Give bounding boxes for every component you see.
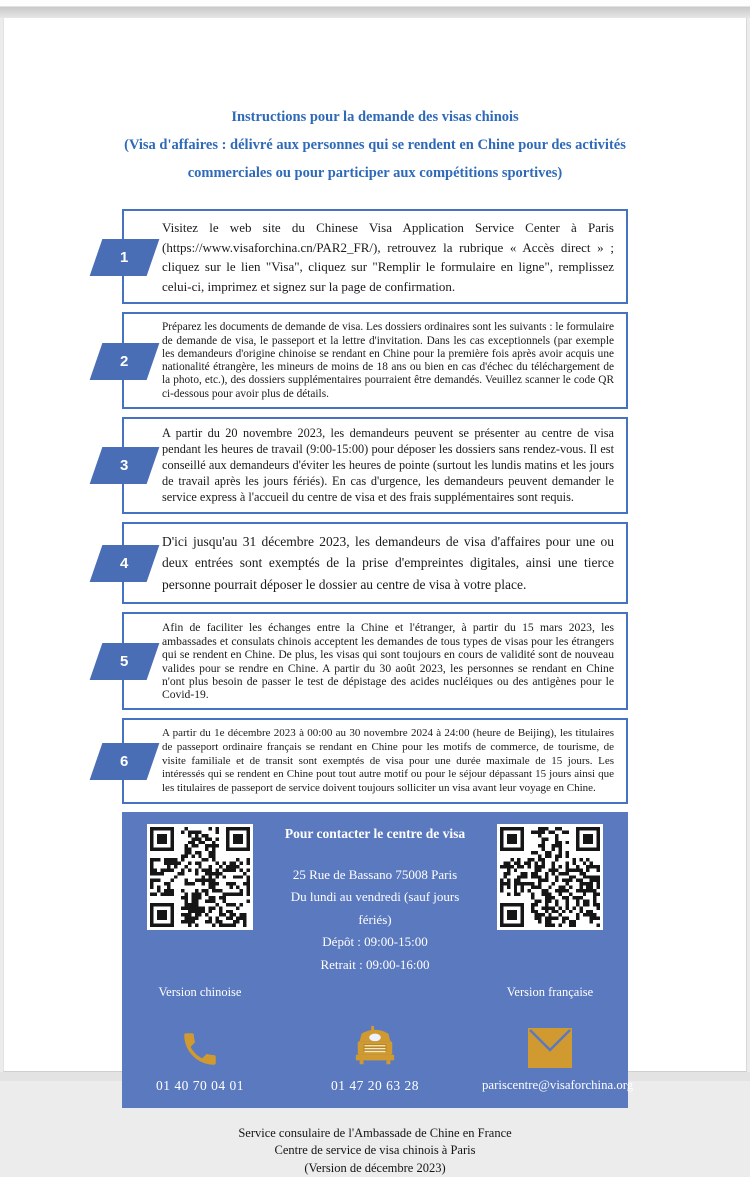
email-address: pariscentre@visaforchina.org [482,1077,634,1092]
step-5 [122,612,628,710]
step-2-text: Préparez les documents de demande de visa. Les dossiers ordinaires sont les suivants : le formulaire de demande de visa, le passeport et la lettre d'invitation. Dans les cas exceptionnels (par exemple les demandeurs d'origine chinoise se rendant en Chine pour la première fois après avoir acquis une nationalité étrangère, les mineurs de moins de 18 ans ou bien en cas d'échec du téléchargement de la photo, etc.), des dossiers supplémentaires pourraient être demandés. Veuillez scanner le code QR ci-dessous pour avoir plus de détails. [122,312,628,408]
step-2-number: 2 [120,352,129,370]
page-title [75,104,675,187]
phone-icon [132,1020,268,1070]
contact-heading: Pour contacter le centre de visa [284,826,466,842]
qr-right-label: Version française [506,984,594,999]
footer-line-2: Centre de service de visa chinois à Paris [274,1143,476,1158]
qr-right-block [482,824,618,976]
step-1 [122,209,628,304]
document-page [3,18,747,1175]
step-4-text: D'ici jusqu'au 31 décembre 2023, les demandeurs de visa d'affaires pour une ou deux entrées sont exemptés de la prise d'empreintes digitales, ainsi une tierce personne pourrait déposer le dossier au centre de visa à votre place. [122,522,628,605]
title-line-1: Instructions pour la demande des visas chinois [231,109,519,125]
contact-depot-hours: Dépôt : 09:00-15:00 [322,934,428,950]
viewer-top-edge [0,0,750,7]
title-line-3: commerciales ou pour participer aux compétitions sportives) [187,164,563,181]
step-6 [122,718,628,804]
step-4 [122,522,628,605]
footer-line-1: Service consulaire de l'Ambassade de Chine en France [238,1125,512,1140]
page-separator-bar [0,7,750,18]
contact-info [274,824,476,976]
contact-values-row [132,1077,634,1094]
phone-number: 01 40 70 04 01 [156,1077,244,1093]
step-3-text: A partir du 20 novembre 2023, les demandeurs peuvent se présenter au centre de visa pendant les heures de travail (9:00-15:00) pour déposer les dossiers sans rendez-vous. Il est conseillé aux demandeurs d'éviter les heures de pointe (surtout les lundis matins et les jours de travail après les jours fériés). En cas d'urgence, les demandeurs peuvent demander le service express à l'accueil du centre de visa et des frais supplémentaires sont requis. [122,417,628,514]
qr-left-label: Version chinoise [158,984,242,999]
fax-number: 01 47 20 63 28 [331,1077,419,1093]
contact-panel [122,812,634,1108]
step-5-text: Afin de faciliter les échanges entre la Chine et l'étranger, à partir du 15 mars 2023, les ambassades et consulats chinois acceptent les demandes de tous types de visas pour les étrangers qui se rendent en Chine. De plus, les visas qui sont toujours en cours de validité sont de nouveau valides pour se rendre en Chine. A partir du 30 août 2023, les personnes se rendant en Chine n'ont plus besoin de passer le test de dépistage des acides nucléiques ou des antigènes pour le Covid-19. [122,612,628,710]
step-3-number: 3 [120,457,129,475]
contact-days: Du lundi au vendredi (sauf jours fériés) [290,889,460,927]
step-4-number: 4 [120,554,129,572]
footer-line-3: (Version de décembre 2023) [304,1160,446,1175]
step-1-text: Visitez le web site du Chinese Visa Application Service Center à Paris (https://www.visaforchina.cn/PAR2_FR/), retrouvez la rubrique « Accès direct » ; cliquez sur le lien "Visa", cliquez sur "Remplir le formulaire en ligne", remplissez celui-ci, imprimez et signez sur la page de confirmation. [122,209,628,304]
step-6-number: 6 [120,752,129,770]
step-5-number: 5 [120,653,129,671]
step-2 [122,312,628,408]
contact-address: 25 Rue de Bassano 75008 Paris [292,867,458,883]
qr-labels-row [132,976,618,1000]
envelope-icon [482,1020,618,1070]
step-3 [122,417,628,514]
contact-top-row [132,824,618,976]
qr-code-chinese [147,824,253,930]
qr-left-block [132,824,268,976]
step-6-text: A partir du 1e décembre 2023 à 00:00 au 30 novembre 2024 à 24:00 (heure de Beijing), les titulaires de passeport ordinaire français se rendant en Chine pour les motifs de commerce, de tourisme, de visite familiale et de transit sont exemptés de visa pour une durée maximale de 15 jours. Les intéressés qui se rendent en Chine pout tout autre motif ou pour le séjour dépassant 15 jours ainsi que les titulaires de passeport de service doivent toujours solliciter un visa avant leur voyage en Chine. [122,718,628,804]
fax-typewriter-icon [274,1020,476,1070]
title-line-2: (Visa d'affaires : délivré aux personnes qui se rendent en Chine pour des activités [124,136,626,153]
document-footer [4,1125,746,1177]
contact-icons-row [132,1020,618,1070]
steps-list [122,209,628,804]
step-1-number: 1 [120,248,129,266]
contact-retrait-hours: Retrait : 09:00-16:00 [320,956,430,972]
qr-code-french [497,824,603,930]
